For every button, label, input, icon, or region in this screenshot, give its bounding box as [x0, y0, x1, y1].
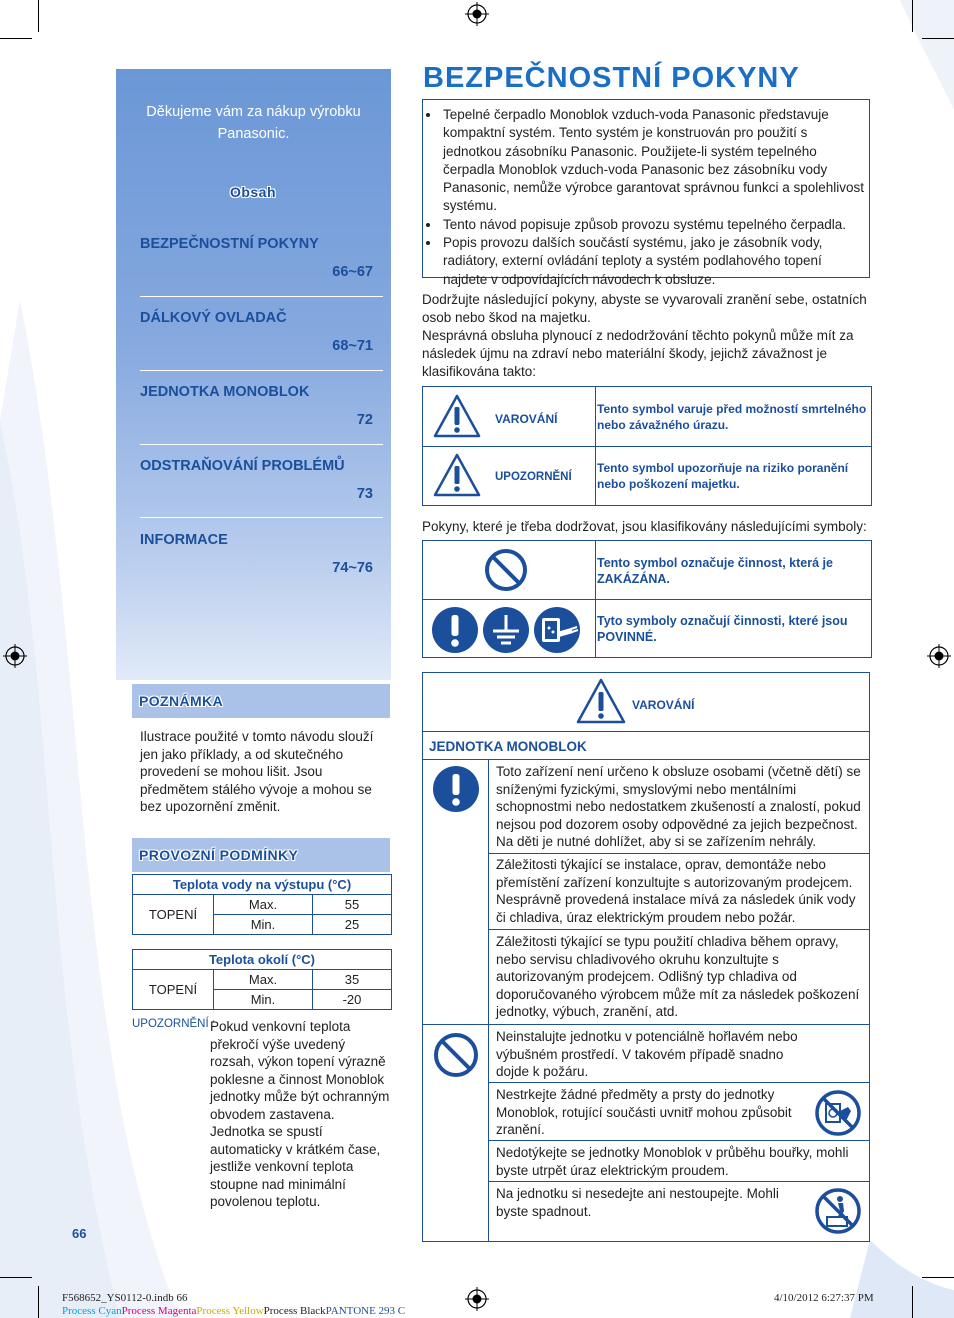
crop-mark: [912, 1286, 913, 1318]
note-text: Ilustrace použité v tomto návodu slouží jen jako příklady, a od skutečného provedení se mohou lišit. Jsou předmětem stálého vývoje a mohou se bez upozornění změnit.: [140, 729, 374, 814]
note-header: [132, 684, 390, 718]
toc-item-title: JEDNOTKA MONOBLOK: [140, 384, 310, 400]
thanks-text: Děkujeme vám za nákup výrobku Panasonic.: [146, 104, 361, 142]
max-value: 55: [313, 895, 392, 915]
list-item: • Popis provozu dalších součástí systému, jako je zásobník vody, radiátory, externí ovládání teploty a systém podlahového topení najdete v odpovídajících návodech k obsluze.: [441, 234, 869, 289]
severity-label: VAROVÁNÍ: [495, 412, 558, 426]
warning-triangle-icon: [575, 677, 627, 725]
plate-magenta: Process Magenta: [121, 1305, 197, 1317]
warning-text: Záležitosti týkající se instalace, oprav, demontáže nebo přemístění zařízení konzultujte s autorizovaným prodejcem. Nesprávně provedená instalace mívá za následek únik vody či chladiva, úraz elektrickým proudem nebo požár.: [496, 857, 856, 925]
toc-item-title: INFORMACE: [140, 532, 228, 548]
footer-color-plates: [62, 1305, 405, 1317]
caution-triangle-icon: [432, 452, 482, 498]
footer-date: 4/10/2012 6:27:37 PM: [774, 1292, 874, 1304]
conditions-title: PROVOZNÍ PODMÍNKY: [139, 847, 299, 863]
sidebar-contents-panel: [116, 69, 391, 680]
note-title: POZNÁMKA: [139, 693, 224, 709]
symbol-row-mandatory: [423, 599, 871, 658]
page-title: BEZPEČNOSTNÍ POKYNY: [423, 62, 800, 94]
toc-item-pages: 73: [356, 486, 373, 502]
list-item: • Tento návod popisuje způsob provozu systému tepelného čerpadla.: [441, 216, 869, 234]
toc-item-monoblock[interactable]: [140, 384, 381, 428]
toc-item-pages: 72: [356, 412, 373, 428]
toc-divider: [140, 370, 383, 371]
row-divider: [488, 929, 869, 930]
registration-mark-icon: [465, 2, 489, 26]
list-item: • Tepelné čerpadlo Monoblok vzduch-voda Panasonic představuje kompaktní systém. Tento systém je konstruován pro použití s jednotkou zásobníku Panasonic. Použijete-li systém tepelného čerpadla Monoblok vzduch-voda Panasonic bez zásobníku vody Panasonic, nemůže výrobce garantovat správnou funkci a spolehlivost systému.: [441, 106, 869, 216]
outdoor-temperature-table: [132, 949, 392, 1010]
crop-mark: [912, 0, 913, 32]
mandatory-exclamation-icon: [432, 765, 480, 813]
intro-box: [422, 99, 870, 287]
page-number: 66: [72, 1226, 87, 1241]
table-header: Teplota vody na výstupu (°C): [133, 875, 392, 895]
crop-mark: [922, 1277, 954, 1278]
toc-item-troubleshooting[interactable]: [140, 458, 381, 502]
registration-mark-icon: [465, 1287, 489, 1311]
min-value: -20: [313, 990, 392, 1010]
warning-text: Nestrkejte žádné předměty a prsty do jednotky Monoblok, rotující součásti uvnitř mohou způsobit zranění.: [496, 1087, 792, 1137]
warning-text: Záležitosti týkající se typu použití chladiva během opravy, nebo servisu chladivového okruhu konzultujte s autorizovaným prodejcem. Odlišný typ chladiva od doporučovaného výrobcem může mít za následek poškození jednotky, výbuch, zranění, atd.: [496, 934, 860, 1019]
mandatory-exclamation-icon: [431, 606, 479, 654]
severity-row-warning: [423, 387, 871, 445]
crop-mark: [922, 38, 954, 39]
severity-description: Tento symbol varuje před možností smrtelného nebo závažného úrazu.: [597, 402, 867, 432]
crop-mark: [0, 38, 32, 39]
severity-row-caution: [423, 446, 871, 506]
symbols-paragraph: Pokyny, které je třeba dodržovat, jsou klasifikovány následujícími symboly:: [422, 519, 867, 534]
toc-item-title: BEZPEČNOSTNÍ POKYNY: [140, 236, 319, 252]
contents-title: Obsah: [229, 184, 277, 200]
toc-divider: [140, 517, 383, 518]
no-standing-icon: [814, 1187, 862, 1235]
column-divider: [488, 759, 489, 1241]
no-fingers-icon: [814, 1089, 862, 1137]
min-value: 25: [313, 915, 392, 935]
warning-text: Nedotýkejte se jednotky Monoblok v průběhu bouřky, mohli byste utrpět úraz elektrickým proudem.: [496, 1145, 849, 1178]
instruction-paragraph: Dodržujte následující pokyny, abyste se vyvarovali zranění sebe, ostatních osob nebo škod na majetku.: [422, 292, 867, 325]
registration-mark-icon: [927, 644, 951, 668]
plate-pantone: PANTONE 293 C: [325, 1305, 406, 1317]
plate-cyan: Process Cyan: [62, 1305, 122, 1317]
classification-paragraph: Nesprávná obsluha plynoucí z nedodržování těchto pokynů může mít za následek újmu na zdraví nebo materiální škody, jejichž závažnost je klasifikována takto:: [422, 328, 854, 379]
section-title: JEDNOTKA MONOBLOK: [429, 739, 587, 754]
registration-mark-icon: [3, 644, 27, 668]
mode-cell: TOPENÍ: [133, 895, 214, 935]
caution-text: Pokud venkovní teplota překročí výše uvedený rozsah, výkon topení výrazně poklesne a činnost Monoblok jednotky může být ochranným obvodem zastavena. Jednotka se spustí automaticky v krátkém čase, jestliže venkovní teplota stoupne nad minimální povolenou teplotu.: [210, 1019, 390, 1209]
toc-item-safety[interactable]: [140, 236, 381, 280]
row-divider: [423, 759, 869, 760]
toc-divider: [140, 444, 383, 445]
warning-text: Na jednotku si nesedejte ani nestoupejte. Mohli byste spadnout.: [496, 1186, 779, 1219]
water-temperature-table: [132, 874, 392, 935]
max-label: Max.: [214, 970, 313, 990]
toc-item-remote[interactable]: [140, 310, 381, 354]
warning-triangle-icon: [432, 393, 482, 439]
warning-text: Toto zařízení není určeno k obsluze osobami (včetně dětí) se sníženými fyzickými, smyslovými nebo mentálními schopnostmi nebo nedostatkem zkušeností a znalostí, pokud nejsou pod dozorem osoby odpovědné za jejich bezpečnost. Na děti je nutné dohlížet, aby si se zařízením nehrály.: [496, 764, 861, 849]
severity-description: Tento symbol upozorňuje na riziko poranění nebo poškození majetku.: [597, 461, 849, 491]
row-divider: [488, 853, 869, 854]
row-divider: [488, 1140, 869, 1141]
plate-yellow: Process Yellow: [196, 1305, 264, 1317]
toc-item-title: ODSTRAŇOVÁNÍ PROBLÉMŮ: [140, 458, 345, 474]
symbol-description: Tyto symboly označují činnosti, které jsou POVINNÉ.: [597, 614, 848, 644]
warning-header: [423, 673, 869, 731]
crop-mark: [0, 1277, 32, 1278]
toc-item-information[interactable]: [140, 532, 381, 576]
toc-item-pages: 66~67: [332, 264, 373, 280]
max-value: 35: [313, 970, 392, 990]
table-header: Teplota okolí (°C): [133, 950, 392, 970]
unplug-power-icon: [533, 606, 581, 654]
max-label: Max.: [214, 895, 313, 915]
symbols-table: [422, 540, 872, 658]
min-label: Min.: [214, 990, 313, 1010]
earth-ground-icon: [482, 606, 530, 654]
crop-mark: [38, 1286, 39, 1318]
symbol-row-prohibited: [423, 541, 871, 599]
prohibited-icon: [432, 1031, 480, 1079]
prohibited-icon: [483, 547, 529, 593]
severity-label: UPOZORNĚNÍ: [495, 471, 572, 483]
warning-table: [422, 672, 870, 1242]
warning-text: Neinstalujte jednotku v potenciálně hořlavém nebo výbušném prostředí. V takovém případě snadno dojde k požáru.: [496, 1029, 798, 1079]
row-divider: [488, 1082, 869, 1083]
severity-table: [422, 386, 872, 506]
toc-item-pages: 68~71: [332, 338, 373, 354]
symbol-description: Tento symbol označuje činnost, která je ZAKÁZÁNA.: [597, 556, 833, 586]
row-divider: [488, 1181, 869, 1182]
plate-black: Process Black: [263, 1305, 326, 1317]
toc-item-pages: 74~76: [332, 560, 373, 576]
intro-list: [423, 106, 869, 289]
min-label: Min.: [214, 915, 313, 935]
mode-cell: TOPENÍ: [133, 970, 214, 1010]
toc-item-title: DÁLKOVÝ OVLADAČ: [140, 310, 287, 326]
section-row: [423, 731, 869, 759]
footer-file-name: F568652_YS0112-0.indb 66: [62, 1292, 188, 1304]
toc-divider: [140, 296, 383, 297]
row-divider: [423, 1024, 869, 1025]
conditions-header: [132, 838, 390, 872]
caution-label: UPOZORNĚNÍ :: [132, 1018, 216, 1030]
warning-header-label: VAROVÁNÍ: [632, 698, 695, 712]
crop-mark: [38, 0, 39, 32]
